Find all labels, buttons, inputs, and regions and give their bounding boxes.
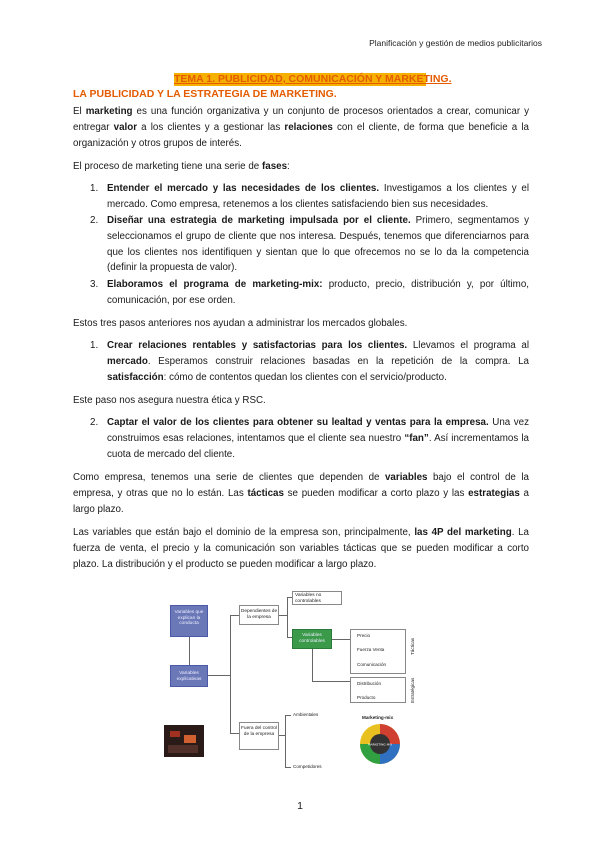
page-title: TEMA 1. PUBLICIDAD, COMUNICACIÓN Y MARKETING. [174,73,452,85]
list-item-capture-value: Captar el valor de los clientes para obtener su lealtad y ventas para la empresa. Una vez construimos esas relaciones, intentamos que el cliente sea nuestro “fan”. Así incrementamos la cuota de mercado del cliente. [107,417,529,460]
diagram-box-explanatory: Variables explicativas [170,665,208,687]
list-number: 1. [90,183,99,194]
diagram-item: Distribución [357,681,381,686]
diagram-label-competitors: Competidores [293,764,322,769]
list-item-relations: Crear relaciones rentables y satisfactorias para los clientes. Llevamos el programa al mercado. Esperamos construir relaciones basadas en la repetición de la compra. La satisfacción: cómo de contentos quedan los clientes con el servicio/producto. [107,340,529,383]
diagram-connector [230,733,239,734]
paragraph-global-markets: Estos tres pasos anteriores nos ayudan a administrar los mercados globales. [73,318,408,329]
diagram-connector [312,649,313,681]
list-number: 2. [90,417,99,428]
diagram-photo [164,725,204,757]
paragraph-4p: Las variables que están bajo el dominio de la empresa son, principalmente, las 4P del marketing. La fuerza de venta, el precio y la comunicación son variables tácticas que se pueden modificar a corto plazo. La distribución y el producto se pueden modificar a largo plazo. [73,527,529,570]
paragraph-marketing-definition: El marketing es una función organizativa y un conjunto de procesos orientados a crear, comunicar y entregar valor a los clientes y a gestionar las relaciones con el cliente, de forma que beneficie a la organización y otros grupos de interés. [73,106,529,149]
paragraph-ethics: Este paso nos asegura nuestra ética y RSC. [73,395,266,406]
diagram-item: Precio [357,633,371,638]
diagram-tactics-label: Tácticas [410,637,415,655]
diagram-connector [208,675,230,676]
diagram-box-controllable: Variables controlables [292,629,332,649]
diagram-connector [285,715,286,767]
diagram-connector [279,615,287,616]
diagram-box-dependent: Dependientes de la empresa [239,605,279,625]
paragraph-phases-intro: El proceso de marketing tiene una serie de fases: [73,161,290,172]
diagram-mix-title: Marketing-mix [362,715,394,720]
diagram-box-outside-control: Fuera del control de la empresa [239,722,279,750]
diagram-connector [285,715,291,716]
page-number: 1 [297,800,303,812]
diagram-item: Comunicación [357,662,387,667]
marketing-mix-wheel [358,722,402,766]
diagram-strategic-label: Estratégicas [410,677,415,703]
list-item-phase-3: Elaboramos el programa de marketing-mix: producto, precio, distribución y, por último, comunicación, por ese orden. [107,279,530,306]
marketing-variables-diagram [160,585,438,768]
running-header: Planificación y gestión de medios publicitarios [369,38,542,48]
diagram-connector [230,615,239,616]
list-number: 3. [90,279,99,290]
section-subtitle: LA PUBLICIDAD Y LA ESTRATEGIA DE MARKETING. [73,88,337,100]
paragraph-variables: Como empresa, tenemos una serie de clientes que dependen de variables bajo el control de la empresa, y otras que no lo están. Las tácticas se pueden modificar a corto plazo y las estrategias a largo plazo. [73,472,529,515]
list-number: 2. [90,215,99,226]
diagram-connector [230,615,231,733]
diagram-label-environmental: Ambientales [293,712,319,717]
diagram-connector [285,767,291,768]
svg-text:MARKETING MIX: MARKETING MIX [367,742,393,747]
list-item-phase-1: Entender el mercado y las necesidades de los clientes. Investigamos a los clientes y el mercado. Como empresa, retenemos a los clientes satisfaciendo bien sus necesidades. [107,183,530,210]
diagram-connector [189,637,190,665]
diagram-connector [287,597,288,637]
diagram-box-explaining-variables: Variables que explican la conducta [170,605,208,637]
diagram-box-not-controllable: Variables no controlables [292,591,342,605]
list-number: 1. [90,340,99,351]
list-item-phase-2: Diseñar una estrategia de marketing impulsada por el cliente. Primero, segmentamos y seleccionamos el grupo de cliente que nos interesa. Después, tenemos que diferenciarnos para que los clientes nos identifiquen y sientan que lo que ofrecemos no se lo da la competencia (definir la propuesta de valor). [107,215,529,274]
diagram-connector [312,681,350,682]
diagram-item: Fuerza Venta [357,647,385,652]
diagram-item: Producto [357,695,376,700]
diagram-connector [332,639,350,640]
